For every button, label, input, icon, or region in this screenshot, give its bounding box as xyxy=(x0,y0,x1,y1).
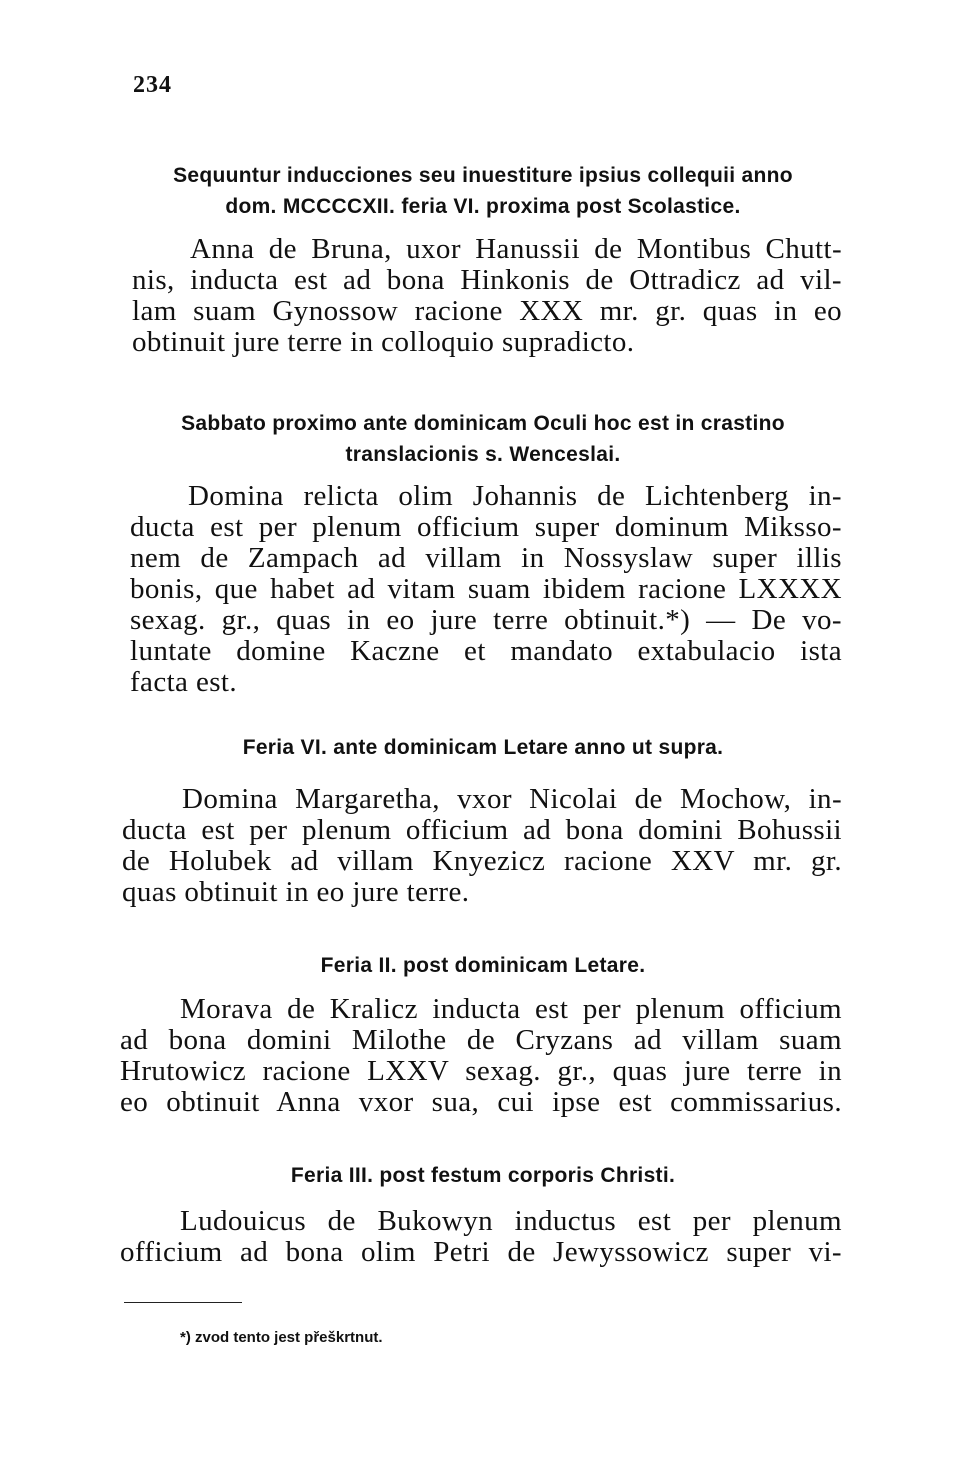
paragraph-line: obtinuit jure terre in colloquio supradicto. xyxy=(132,326,635,358)
paragraph-line: bonis, que habet ad vitam suam ibidem racione LXXXX xyxy=(130,573,842,605)
paragraph-line: Morava de Kralicz inducta est per plenum officium xyxy=(180,993,842,1025)
entry-paragraph xyxy=(120,994,842,1118)
paragraph-line: sexag. gr., quas in eo jure terre obtinuit.*) — De vo- xyxy=(130,604,842,636)
entry-paragraph xyxy=(132,234,842,358)
paragraph-line: ad bona domini Milothe de Cryzans ad villam suam xyxy=(120,1024,842,1056)
paragraph-line: ducta est per plenum officium ad bona domini Bohussii xyxy=(122,814,842,846)
paragraph-line: ducta est per plenum officium super dominum Mikssо- xyxy=(130,511,842,543)
entry-paragraph xyxy=(130,481,842,698)
paragraph-line: Hrutowicz racione LXXV sexag. gr., quas jure terre in xyxy=(120,1055,842,1087)
page-number: 234 xyxy=(133,72,172,98)
paragraph-line: eo obtinuit Anna vxor sua, cui ipse est commissarius. xyxy=(120,1086,842,1118)
paragraph-line: lam suam Gynossow racione XXX mr. gr. quas in eo xyxy=(132,295,842,327)
paragraph-line: Domina relicta olim Johannis de Lichtenberg in- xyxy=(188,480,842,512)
heading-line: Feria II. post dominicam Letare. xyxy=(320,954,646,977)
footnote-divider xyxy=(124,1302,242,1303)
paragraph-line: nem de Zampach ad villam in Nossyslaw super illis xyxy=(130,542,842,574)
paragraph-line: officium ad bona olim Petri de Jewyssowicz super vi- xyxy=(120,1236,842,1268)
heading-line: translacionis s. Wenceslai. xyxy=(345,443,621,466)
heading-line: Feria VI. ante dominicam Letare anno ut supra. xyxy=(242,736,724,759)
entry-paragraph xyxy=(120,1206,842,1268)
paragraph-line: de Holubek ad villam Knyezicz racione XXV mr. gr. xyxy=(122,845,842,877)
paragraph-line: quas obtinuit in eo jure terre. xyxy=(122,876,470,908)
paragraph-line: facta est. xyxy=(130,666,238,698)
section-heading xyxy=(122,160,844,222)
heading-line: Sequuntur inducciones seu inuestiture ipsius collequii anno xyxy=(173,164,793,187)
section-heading xyxy=(122,408,844,470)
section-heading xyxy=(122,950,844,981)
paragraph-line: luntate domine Kaczne et mandato extabulacio ista xyxy=(130,635,842,667)
paragraph-line: Domina Margaretha, vxor Nicolai de Mochow, in- xyxy=(182,783,842,815)
paragraph-line: Anna de Bruna, uxor Hanussii de Montibus Chutt- xyxy=(190,233,842,265)
heading-line: Feria III. post festum corporis Christi. xyxy=(290,1164,676,1187)
footnote: *) zvod tento jest přeškrtnut. xyxy=(180,1329,383,1346)
section-heading xyxy=(122,732,844,763)
heading-line: dom. MCCCCXII. feria VI. proxima post Scolastice. xyxy=(225,195,741,218)
paragraph-line: Ludouicus de Bukowyn inductus est per plenum xyxy=(180,1205,842,1237)
entry-paragraph xyxy=(122,784,842,908)
section-heading xyxy=(122,1160,844,1191)
heading-line: Sabbato proximo ante dominicam Oculi hoc est in crastino xyxy=(181,412,785,435)
paragraph-line: nis, inducta est ad bona Hinkonis de Ottradicz ad vil- xyxy=(132,264,842,296)
